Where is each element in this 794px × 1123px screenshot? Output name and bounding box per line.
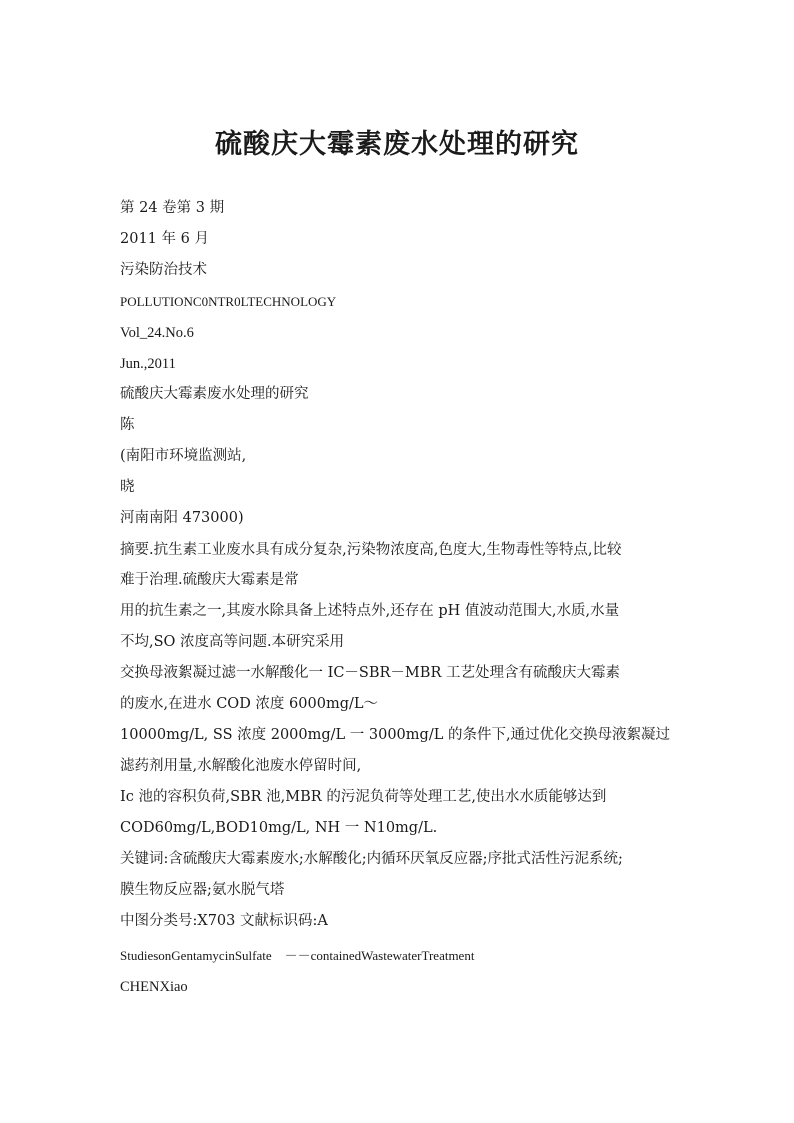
abstract-line: Ic 池的容积负荷,SBR 池,MBR 的污泥负荷等处理工艺,使出水水质能够达到 — [120, 789, 607, 805]
publication-date-line: 2011 年 6 月 — [120, 231, 209, 247]
english-title-line: StudiesonGentamycinSulfate －－containedWastewaterTreatment — [120, 948, 475, 963]
abstract-line: 交换母液絮凝过滤一水解酸化一 IC－SBR－MBR 工艺处理含有硫酸庆大霉素 — [120, 665, 620, 681]
article-title-line: 硫酸庆大霉素废水处理的研究 — [120, 386, 309, 402]
volume-number-line: Vol_24.No.6 — [120, 325, 194, 341]
english-date-line: Jun.,2011 — [120, 356, 176, 372]
abstract-line: 的废水,在进水 COD 浓度 6000mg/L～ — [120, 696, 378, 712]
abstract-line: COD60mg/L,BOD10mg/L, NH 一 N10mg/L. — [120, 820, 438, 836]
postal-address-line: 河南南阳 473000) — [120, 510, 244, 526]
journal-name-line: 污染防治技术 — [120, 262, 207, 278]
author-given-name-line: 晓 — [120, 479, 135, 495]
abstract-line: 用的抗生素之一,其废水除具备上述特点外,还存在 pH 值波动范围大,水质,水量 — [120, 603, 620, 619]
abstract-line: 滤药剂用量,水解酸化池废水停留时间, — [120, 758, 362, 774]
volume-issue-line: 第 24 卷第 3 期 — [120, 200, 225, 216]
author-surname-line: 陈 — [120, 417, 135, 433]
english-author-line: CHENXiao — [120, 979, 188, 995]
document-title: 硫酸庆大霉素废水处理的研究 — [215, 129, 579, 160]
keywords-line: 膜生物反应器;氨水脱气塔 — [120, 882, 285, 898]
keywords-line: 关键词:含硫酸庆大霉素废水;水解酸化;内循环厌氧反应器;序批式活性污泥系统; — [120, 851, 623, 867]
abstract-line: 难于治理.硫酸庆大霉素是常 — [120, 572, 299, 588]
abstract-line: 摘要.抗生素工业废水具有成分复杂,污染物浓度高,色度大,生物毒性等特点,比较 — [120, 542, 622, 558]
abstract-line: 10000mg/L, SS 浓度 2000mg/L 一 3000mg/L 的条件下,通过优化交换母液絮凝过 — [120, 727, 671, 743]
journal-english-name-line: POLLUTIONC0NTR0LTECHNOLOGY — [120, 294, 337, 309]
classification-line: 中图分类号:X703 文献标识码:A — [120, 913, 328, 929]
affiliation-line: (南阳市环境监测站, — [120, 448, 247, 464]
abstract-line: 不均,SO 浓度高等问题.本研究采用 — [120, 634, 345, 650]
